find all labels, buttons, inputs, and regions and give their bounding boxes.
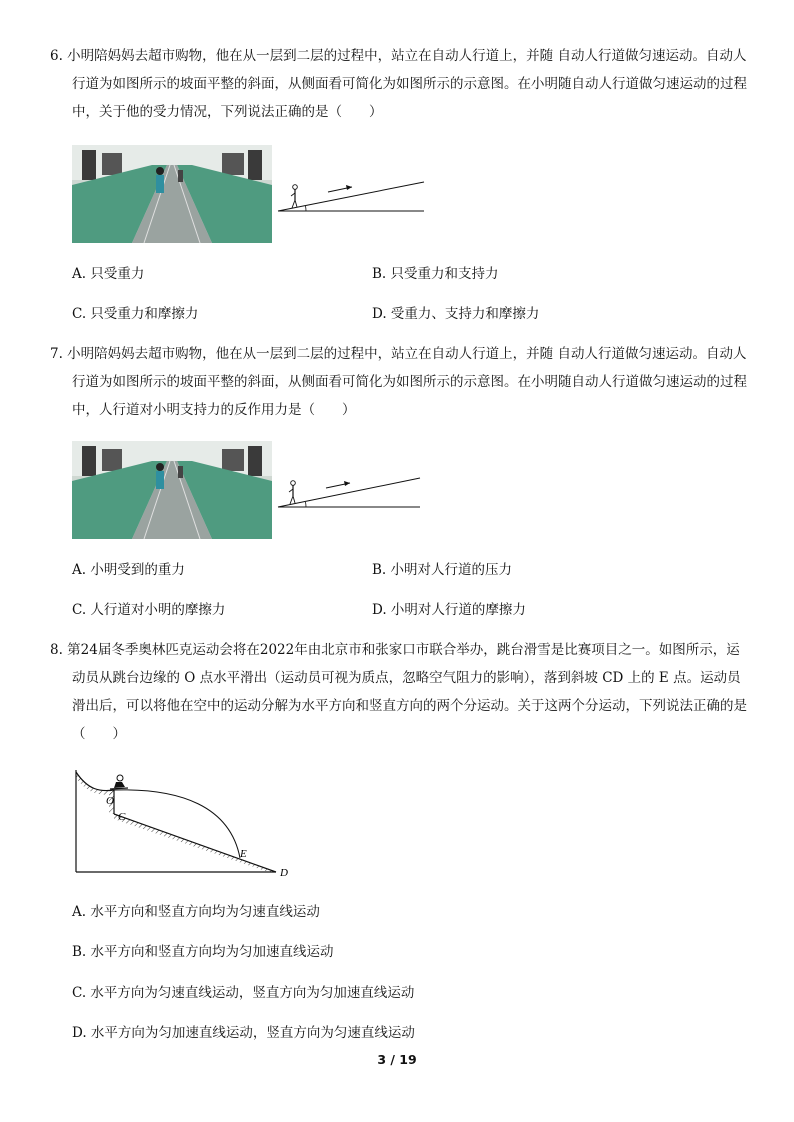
question-7-option-c: C. 人行道对小明的摩擦力: [72, 602, 226, 618]
question-7-option-b: B. 小明对人行道的压力: [372, 562, 513, 578]
question-6-option-c: C. 只受重力和摩擦力: [72, 306, 199, 322]
question-6-stem: 6. 小明陪妈妈去超市购物，他在从一层到二层的过程中，站立在自动人行道上，并随 自动人行道做匀速运动。自动人行道为如图所示的坡面平整的斜面，从侧面看可简化为如图所示的示意图。在小明随自动人行道做匀速运动的过程中，关于他的受力情况，下列说法正确的是（ ）: [50, 48, 747, 120]
question-8: [50, 636, 750, 748]
question-7-option-d: D. 小明对人行道的摩擦力: [372, 602, 526, 618]
incline-diagram-q6: [276, 176, 428, 216]
question-6-option-a: A. 只受重力: [72, 266, 145, 282]
label-e: E: [240, 848, 247, 860]
question-8-option-c: C. 水平方向为匀速直线运动，竖直方向为匀加速直线运动: [72, 985, 415, 1001]
label-o: O: [106, 795, 114, 807]
question-7-option-a: A. 小明受到的重力: [72, 562, 185, 578]
page-number: 3 / 19: [377, 1052, 417, 1067]
escalator-photo-q6: [72, 145, 272, 243]
question-8-option-a: A. 水平方向和竖直方向均为匀速直线运动: [72, 904, 320, 920]
question-8-stem: 8. 第24届冬季奥林匹克运动会将在2022年由北京市和张家口市联合举办，跳台滑雪是比赛项目之一。如图所示，运动员从跳台边缘的 O 点水平滑出（运动员可视为质点，忽略空气阻力的影响），落到斜坡 CD 上的 E 点。运动员滑出后，可以将他在空中的运动分解为水平方向和竖直方向的两个分运动。关于这两个分运动，下列说法正确的是（ ）: [50, 642, 747, 742]
incline-diagram-q7: [276, 472, 424, 512]
question-6-option-d: D. 受重力、支持力和摩擦力: [372, 306, 540, 322]
label-d: D: [280, 867, 288, 878]
question-7: [50, 340, 750, 424]
question-8-option-b: B. 水平方向和竖直方向均为匀加速直线运动: [72, 944, 334, 960]
question-6: [50, 42, 750, 126]
label-c: C: [118, 811, 126, 823]
question-8-option-d: D. 水平方向为匀加速直线运动，竖直方向为匀速直线运动: [72, 1025, 415, 1041]
question-7-stem: 7. 小明陪妈妈去超市购物，他在从一层到二层的过程中，站立在自动人行道上，并随 自动人行道做匀速运动。自动人行道为如图所示的坡面平整的斜面，从侧面看可简化为如图所示的示意图。在小明随自动人行道做匀速运动的过程中，人行道对小明支持力的反作用力是（ ）: [50, 346, 747, 418]
escalator-photo-q7: [72, 441, 272, 539]
question-6-option-b: B. 只受重力和支持力: [372, 266, 499, 282]
ski-jump-diagram: [70, 766, 296, 878]
